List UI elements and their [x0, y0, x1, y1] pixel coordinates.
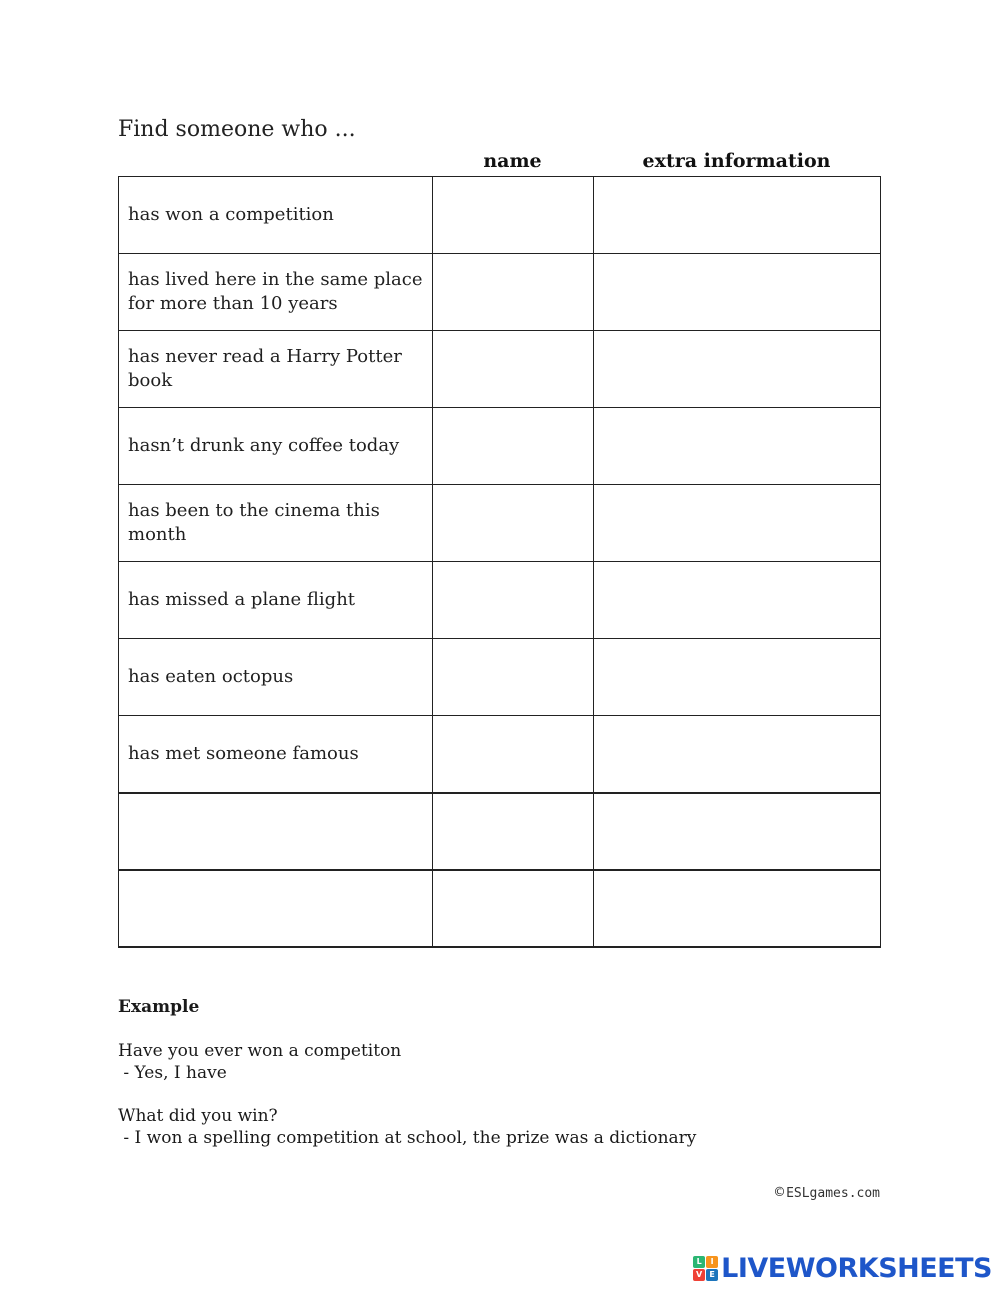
credit-text: ESLgames.com: [786, 1186, 880, 1201]
table-row: [119, 485, 881, 562]
example-question: Have you ever won a competiton: [118, 1041, 402, 1061]
table-row: [119, 716, 881, 793]
name-cell[interactable]: [433, 793, 594, 870]
prompt-cell: has eaten octopus: [119, 639, 433, 716]
liveworksheets-logo-icon: [693, 1256, 718, 1281]
extra-info-cell[interactable]: [594, 562, 881, 639]
worksheet-title: Find someone who ...: [118, 117, 356, 142]
prompt-cell: has never read a Harry Potter book: [119, 331, 433, 408]
extra-info-cell[interactable]: [594, 254, 881, 331]
extra-info-cell[interactable]: [594, 639, 881, 716]
logo-tile: I: [706, 1256, 718, 1268]
liveworksheets-brand: [693, 1253, 992, 1284]
name-cell[interactable]: [433, 177, 594, 254]
name-cell[interactable]: [433, 408, 594, 485]
copyright-credit: [775, 1183, 880, 1201]
table-row: [119, 254, 881, 331]
example-section: [118, 996, 696, 1170]
example-label: Example: [118, 997, 200, 1017]
name-cell[interactable]: [433, 716, 594, 793]
name-cell[interactable]: [433, 331, 594, 408]
table-row: [119, 408, 881, 485]
name-cell[interactable]: [433, 562, 594, 639]
table-row: [119, 177, 881, 254]
extra-info-cell[interactable]: [594, 793, 881, 870]
find-someone-table: [118, 176, 881, 948]
name-cell[interactable]: [433, 639, 594, 716]
table-row: [119, 331, 881, 408]
extra-info-cell[interactable]: [594, 870, 881, 947]
prompt-cell-blank[interactable]: [119, 793, 433, 870]
name-cell[interactable]: [433, 254, 594, 331]
name-cell[interactable]: [433, 870, 594, 947]
example-answer: - Yes, I have: [118, 1063, 227, 1083]
example-exchange-1: [118, 1040, 696, 1084]
table-row: [119, 793, 881, 870]
extra-info-cell[interactable]: [594, 177, 881, 254]
example-answer: - I won a spelling competition at school, the prize was a dictionary: [118, 1128, 697, 1148]
prompt-cell: has missed a plane flight: [119, 562, 433, 639]
extra-info-cell[interactable]: [594, 716, 881, 793]
prompt-cell-blank[interactable]: [119, 870, 433, 947]
table-row: [119, 639, 881, 716]
copyright-icon: ©: [775, 1183, 785, 1201]
extra-info-cell[interactable]: [594, 331, 881, 408]
prompt-cell: has lived here in the same place for more than 10 years: [119, 254, 433, 331]
column-header-extra-information: extra information: [642, 150, 831, 172]
example-question: What did you win?: [118, 1106, 278, 1126]
prompt-cell: has been to the cinema this month: [119, 485, 433, 562]
prompt-cell: has won a competition: [119, 177, 433, 254]
extra-info-cell[interactable]: [594, 408, 881, 485]
extra-info-cell[interactable]: [594, 485, 881, 562]
name-cell[interactable]: [433, 485, 594, 562]
logo-tile: E: [706, 1269, 718, 1281]
brand-wordmark: LIVEWORKSHEETS: [721, 1253, 992, 1284]
prompt-cell: has met someone famous: [119, 716, 433, 793]
example-exchange-2: [118, 1105, 696, 1149]
logo-tile: L: [693, 1256, 705, 1268]
logo-tile: V: [693, 1269, 705, 1281]
table-row: [119, 870, 881, 947]
column-header-name: name: [483, 150, 542, 172]
prompt-cell: hasn’t drunk any coffee today: [119, 408, 433, 485]
table-row: [119, 562, 881, 639]
